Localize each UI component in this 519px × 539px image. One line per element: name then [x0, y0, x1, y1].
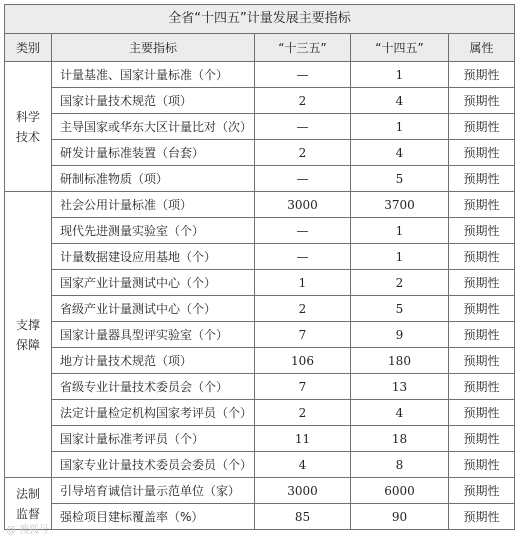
plan14-value-cell: 4 [351, 88, 449, 114]
category-label-line: 保障 [15, 337, 40, 352]
plan13-value-cell: 2 [255, 88, 351, 114]
table-row [5, 88, 515, 114]
category-label-line: 支撑 [15, 317, 40, 332]
watermark: @ 搜狐号 [6, 525, 50, 536]
plan14-value-cell: 3700 [351, 192, 449, 218]
indicator-cell: 计量基准、国家计量标准（个） [52, 62, 255, 88]
plan13-value-cell: 2 [255, 140, 351, 166]
plan14-value-cell: 1 [351, 62, 449, 88]
indicator-cell: 省级产业计量测试中心（个） [52, 296, 255, 322]
table-row [5, 322, 515, 348]
table-row [5, 452, 515, 478]
indicator-cell: 国家计量标准考评员（个） [52, 426, 255, 452]
attribute-cell: 预期性 [449, 452, 515, 478]
category-label-line: 法制 [15, 486, 40, 501]
category-label-line: 技术 [15, 129, 40, 144]
plan13-value-cell: — [255, 62, 351, 88]
plan14-value-cell: 9 [351, 322, 449, 348]
category-cell [5, 192, 52, 478]
indicator-cell: 省级专业计量技术委员会（个） [52, 374, 255, 400]
attribute-cell: 预期性 [449, 244, 515, 270]
header-attribute: 属性 [449, 34, 515, 62]
plan14-value-cell: 4 [351, 400, 449, 426]
plan13-value-cell: — [255, 218, 351, 244]
attribute-cell: 预期性 [449, 504, 515, 530]
plan14-value-cell: 1 [351, 114, 449, 140]
plan13-value-cell: 85 [255, 504, 351, 530]
plan14-value-cell: 5 [351, 166, 449, 192]
attribute-cell: 预期性 [449, 218, 515, 244]
indicator-cell: 地方计量技术规范（项） [52, 348, 255, 374]
indicator-cell: 国家产业计量测试中心（个） [52, 270, 255, 296]
attribute-cell: 预期性 [449, 478, 515, 504]
plan13-value-cell: 2 [255, 400, 351, 426]
plan13-value-cell: — [255, 166, 351, 192]
plan13-value-cell: 1 [255, 270, 351, 296]
indicator-cell: 国家计量技术规范（项） [52, 88, 255, 114]
attribute-cell: 预期性 [449, 166, 515, 192]
plan14-value-cell: 5 [351, 296, 449, 322]
header-indicator: 主要指标 [52, 34, 255, 62]
attribute-cell: 预期性 [449, 62, 515, 88]
plan14-value-cell: 18 [351, 426, 449, 452]
indicator-table [4, 4, 515, 530]
attribute-cell: 预期性 [449, 296, 515, 322]
table-row [5, 244, 515, 270]
indicator-cell: 国家计量器具型评实验室（个） [52, 322, 255, 348]
category-cell [5, 62, 52, 192]
table-row [5, 400, 515, 426]
attribute-cell: 预期性 [449, 192, 515, 218]
attribute-cell: 预期性 [449, 270, 515, 296]
attribute-cell: 预期性 [449, 322, 515, 348]
plan13-value-cell: — [255, 244, 351, 270]
plan14-value-cell: 13 [351, 374, 449, 400]
indicator-cell: 研发计量标准装置（台套） [52, 140, 255, 166]
indicator-cell: 社会公用计量标准（项） [52, 192, 255, 218]
attribute-cell: 预期性 [449, 374, 515, 400]
category-label-line: 科学 [15, 109, 40, 124]
attribute-cell: 预期性 [449, 426, 515, 452]
table-row [5, 114, 515, 140]
plan13-value-cell: 4 [255, 452, 351, 478]
table-body [5, 62, 515, 530]
table-row [5, 348, 515, 374]
table-row [5, 218, 515, 244]
plan13-value-cell: — [255, 114, 351, 140]
plan14-value-cell: 6000 [351, 478, 449, 504]
table-row [5, 374, 515, 400]
table-row [5, 426, 515, 452]
plan13-value-cell: 11 [255, 426, 351, 452]
indicator-cell: 主导国家或华东大区计量比对（次） [52, 114, 255, 140]
table-row [5, 504, 515, 530]
header-14th-plan: “十四五” [351, 34, 449, 62]
plan13-value-cell: 3000 [255, 192, 351, 218]
table-row [5, 166, 515, 192]
attribute-cell: 预期性 [449, 140, 515, 166]
plan13-value-cell: 3000 [255, 478, 351, 504]
table-row [5, 270, 515, 296]
attribute-cell: 预期性 [449, 400, 515, 426]
plan13-value-cell: 2 [255, 296, 351, 322]
plan14-value-cell: 90 [351, 504, 449, 530]
indicator-cell: 国家专业计量技术委员会委员（个） [52, 452, 255, 478]
plan14-value-cell: 8 [351, 452, 449, 478]
plan14-value-cell: 1 [351, 218, 449, 244]
plan14-value-cell: 180 [351, 348, 449, 374]
indicator-cell: 引导培育诚信计量示范单位（家） [52, 478, 255, 504]
attribute-cell: 预期性 [449, 114, 515, 140]
plan13-value-cell: 7 [255, 322, 351, 348]
attribute-cell: 预期性 [449, 348, 515, 374]
header-category: 类别 [5, 34, 52, 62]
table-title: 全省“十四五”计量发展主要指标 [5, 5, 515, 34]
table-row [5, 296, 515, 322]
table-row [5, 140, 515, 166]
indicator-cell: 计量数据建设应用基地（个） [52, 244, 255, 270]
indicator-cell: 现代先进测量实验室（个） [52, 218, 255, 244]
plan14-value-cell: 2 [351, 270, 449, 296]
plan14-value-cell: 1 [351, 244, 449, 270]
indicator-cell: 研制标准物质（项） [52, 166, 255, 192]
plan13-value-cell: 7 [255, 374, 351, 400]
attribute-cell: 预期性 [449, 88, 515, 114]
indicator-cell: 法定计量检定机构国家考评员（个） [52, 400, 255, 426]
header-13th-plan: “十三五” [255, 34, 351, 62]
table-row [5, 478, 515, 504]
plan13-value-cell: 106 [255, 348, 351, 374]
category-label-line: 监督 [15, 506, 40, 521]
table-row [5, 192, 515, 218]
plan14-value-cell: 4 [351, 140, 449, 166]
table-row [5, 62, 515, 88]
indicator-cell: 强检项目建标覆盖率（%） [52, 504, 255, 530]
